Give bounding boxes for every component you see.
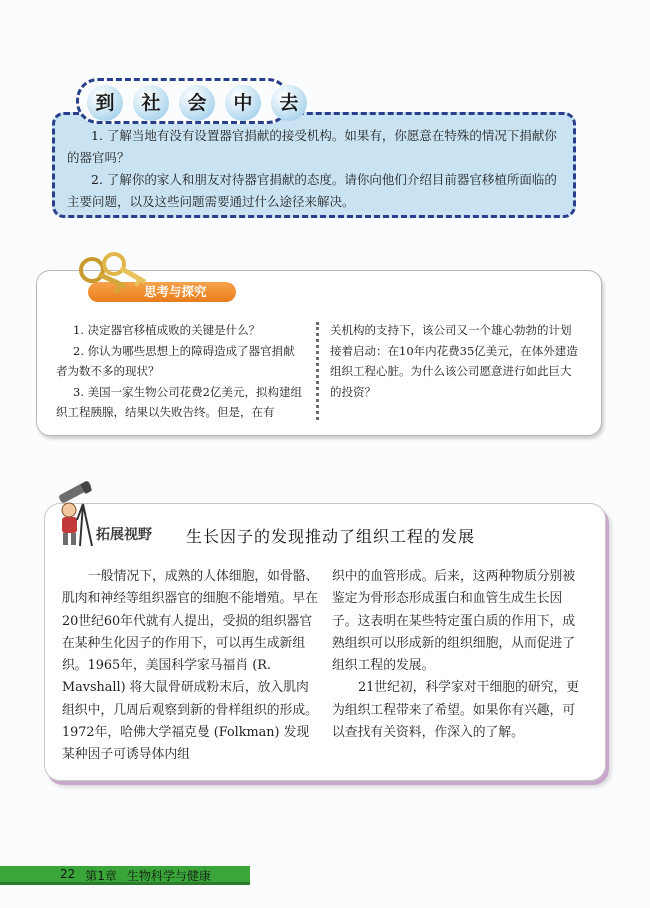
think-explore-label: 思考与探究 [88, 282, 236, 302]
think-question-2: 2. 你认为哪些思想上的障碍造成了器官捐献者为数不多的现状？ [56, 343, 295, 378]
society-heading-char: 社 [133, 85, 169, 121]
chapter-title: 生物科学与健康 [126, 869, 211, 883]
think-question-1: 1. 决定器官移植成败的关键是什么？ [73, 323, 261, 337]
society-item-1: 1. 了解当地有没有设置器官捐献的接受机构。如果有，你愿意在特殊的情况下捐献你的器官吗？ [67, 128, 557, 165]
expand-text-right [332, 566, 586, 744]
society-heading-char: 到 [87, 85, 123, 121]
keys-icon [72, 250, 158, 308]
column-divider [316, 322, 319, 420]
chapter-number: 第1章 [85, 869, 117, 883]
society-item-2: 2. 了解你的家人和朋友对待器官捐献的态度。请你向他们介绍目前器官移植所面临的主要问题，以及这些问题需要通过什么途径来解决。 [67, 172, 557, 209]
society-activity-box [52, 112, 576, 218]
page-number: 22 [60, 867, 76, 881]
think-questions-left [56, 320, 304, 423]
think-questions-right [330, 320, 582, 402]
expand-view-label: 拓展视野 [96, 527, 152, 543]
think-question-3-continued: 关机构的支持下，该公司又一个雄心勃勃的计划接着启动：在10年内花费35亿美元，在体外建造组织工程心脏。为什么该公司愿意进行如此巨大的投资？ [330, 323, 578, 399]
society-heading-char: 会 [179, 85, 215, 121]
page-footer [60, 867, 211, 884]
expand-text-left [62, 566, 320, 767]
telescope-figure-icon [52, 480, 96, 550]
expand-paragraph-2: 21世纪初，科学家对干细胞的研究，更为组织工程带来了希望。如果你有兴趣，可以查找有关资料，作深入的了解。 [332, 680, 580, 741]
expand-paragraph-1-continued: 织中的血管形成。后来，这两种物质分别被鉴定为骨形态形成蛋白和血管生成生长因子。这表明在某些特定蛋白质的作用下，成熟组织可以形成新的组织细胞，从而促进了组织工程的发展。 [332, 569, 576, 674]
society-heading [76, 78, 299, 124]
expand-view-title: 生长因子的发现推动了组织工程的发展 [186, 527, 476, 546]
society-heading-char: 中 [225, 85, 261, 121]
society-heading-char: 去 [271, 85, 307, 121]
expand-paragraph-1: 一般情况下，成熟的人体细胞，如骨骼、肌肉和神经等组织器官的细胞不能增殖。早在20世纪60年代就有人提出，受损的组织器官在某种生化因子的作用下，可以再生成新组织。1965年，美国科学家马福肖 (R. Mavshall) 将大鼠骨研成粉末后，放入肌肉组织中，几周后观察到新的骨样组织的形成。1972年，哈佛大学福克曼 (Folkman) 发现某种因子可诱导体内组 [62, 569, 319, 763]
think-question-3: 3. 美国一家生物公司花费2亿美元，拟构建组织工程胰腺，结果以失败告终。但是，在有 [56, 384, 302, 419]
